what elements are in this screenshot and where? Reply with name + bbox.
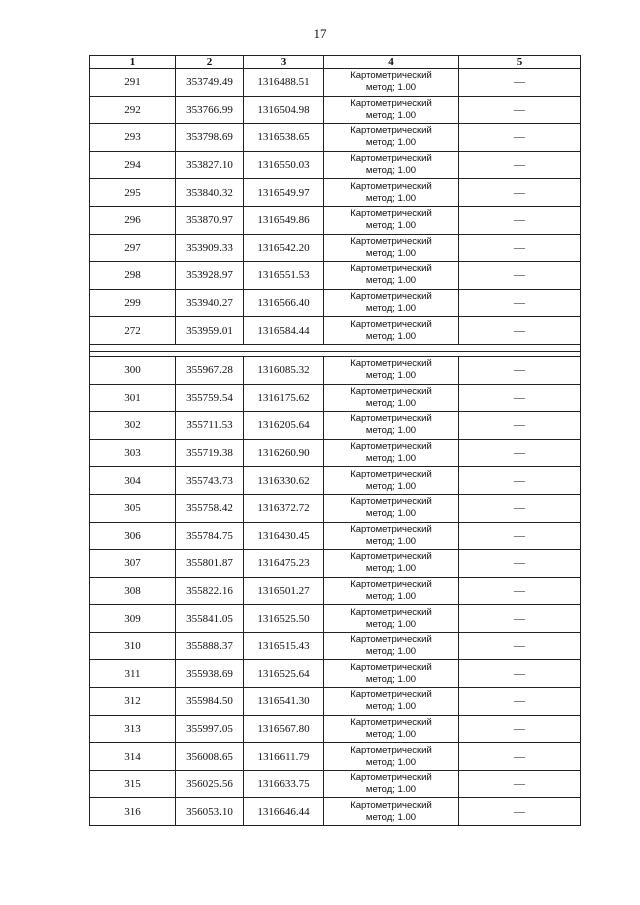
x-coordinate-cell: 356008.65 — [176, 743, 244, 771]
x-coordinate-cell: 355759.54 — [176, 384, 244, 412]
table-row — [90, 550, 581, 578]
method-name: Картометрический — [350, 263, 432, 275]
x-coordinate-cell: 355711.53 — [176, 412, 244, 440]
method-name: Картометрический — [350, 578, 432, 590]
table-body-block-1 — [90, 69, 581, 345]
description-cell: — — [459, 467, 581, 495]
method-name: Картометрический — [350, 606, 432, 618]
table-row — [90, 522, 581, 550]
x-coordinate-cell: 353766.99 — [176, 96, 244, 124]
description-cell: — — [459, 688, 581, 716]
method-name: Картометрический — [350, 97, 432, 109]
point-number-cell: 294 — [90, 151, 176, 179]
point-number-cell: 293 — [90, 124, 176, 152]
method-accuracy: метод; 1.00 — [365, 535, 417, 547]
method-cell — [324, 412, 459, 440]
y-coordinate-cell: 1316611.79 — [244, 743, 324, 771]
method-cell — [324, 234, 459, 262]
y-coordinate-cell: 1316550.03 — [244, 151, 324, 179]
x-coordinate-cell: 356025.56 — [176, 770, 244, 798]
description-cell: — — [459, 384, 581, 412]
method-accuracy: метод; 1.00 — [365, 82, 417, 94]
method-accuracy: метод; 1.00 — [365, 563, 417, 575]
method-cell — [324, 384, 459, 412]
method-accuracy: метод; 1.00 — [365, 275, 417, 287]
y-coordinate-cell: 1316515.43 — [244, 632, 324, 660]
method-cell — [324, 151, 459, 179]
method-accuracy: метод; 1.00 — [365, 137, 417, 149]
y-coordinate-cell: 1316205.64 — [244, 412, 324, 440]
table-row — [90, 69, 581, 97]
method-name: Картометрический — [350, 70, 432, 82]
method-cell — [324, 605, 459, 633]
table-row — [90, 688, 581, 716]
method-name: Картометрический — [350, 125, 432, 137]
method-name: Картометрический — [350, 772, 432, 784]
y-coordinate-cell: 1316501.27 — [244, 577, 324, 605]
table-row — [90, 770, 581, 798]
method-name: Картометрический — [350, 208, 432, 220]
y-coordinate-cell: 1316566.40 — [244, 289, 324, 317]
x-coordinate-cell: 356053.10 — [176, 798, 244, 826]
y-coordinate-cell: 1316372.72 — [244, 494, 324, 522]
x-coordinate-cell: 353840.32 — [176, 179, 244, 207]
description-cell: — — [459, 494, 581, 522]
method-accuracy: метод; 1.00 — [365, 784, 417, 796]
description-cell: — — [459, 317, 581, 345]
column-header-3: 3 — [244, 56, 324, 69]
y-coordinate-cell: 1316475.23 — [244, 550, 324, 578]
method-cell — [324, 124, 459, 152]
method-name: Картометрический — [350, 523, 432, 535]
x-coordinate-cell: 353909.33 — [176, 234, 244, 262]
method-name: Картометрический — [350, 496, 432, 508]
description-cell: — — [459, 605, 581, 633]
y-coordinate-cell: 1316330.62 — [244, 467, 324, 495]
method-accuracy: метод; 1.00 — [365, 453, 417, 465]
method-accuracy: метод; 1.00 — [365, 192, 417, 204]
x-coordinate-cell: 353928.97 — [176, 262, 244, 290]
method-name: Картометрический — [350, 634, 432, 646]
point-number-cell: 311 — [90, 660, 176, 688]
x-coordinate-cell: 355822.16 — [176, 577, 244, 605]
x-coordinate-cell: 355784.75 — [176, 522, 244, 550]
method-cell — [324, 743, 459, 771]
point-number-cell: 313 — [90, 715, 176, 743]
method-name: Картометрический — [350, 468, 432, 480]
method-cell — [324, 96, 459, 124]
y-coordinate-cell: 1316633.75 — [244, 770, 324, 798]
description-cell: — — [459, 96, 581, 124]
y-coordinate-cell: 1316430.45 — [244, 522, 324, 550]
table-header — [90, 56, 581, 69]
table-row — [90, 743, 581, 771]
method-accuracy: метод; 1.00 — [365, 673, 417, 685]
y-coordinate-cell: 1316085.32 — [244, 356, 324, 384]
table-row — [90, 494, 581, 522]
table-row — [90, 262, 581, 290]
table-row — [90, 234, 581, 262]
column-header-2: 2 — [176, 56, 244, 69]
x-coordinate-cell: 353827.10 — [176, 151, 244, 179]
y-coordinate-cell: 1316584.44 — [244, 317, 324, 345]
y-coordinate-cell: 1316646.44 — [244, 798, 324, 826]
point-number-cell: 309 — [90, 605, 176, 633]
x-coordinate-cell: 355938.69 — [176, 660, 244, 688]
description-cell: — — [459, 660, 581, 688]
y-coordinate-cell: 1316504.98 — [244, 96, 324, 124]
method-cell — [324, 317, 459, 345]
point-number-cell: 299 — [90, 289, 176, 317]
page-number: 17 — [313, 26, 327, 41]
method-name: Картометрический — [350, 441, 432, 453]
x-coordinate-cell: 355888.37 — [176, 632, 244, 660]
method-cell — [324, 798, 459, 826]
method-accuracy: метод; 1.00 — [365, 397, 417, 409]
method-accuracy: метод; 1.00 — [365, 109, 417, 121]
method-cell — [324, 522, 459, 550]
description-cell: — — [459, 522, 581, 550]
table-row — [90, 317, 581, 345]
table-row — [90, 206, 581, 234]
point-number-cell: 304 — [90, 467, 176, 495]
method-cell — [324, 660, 459, 688]
description-cell: — — [459, 234, 581, 262]
point-number-cell: 308 — [90, 577, 176, 605]
description-cell: — — [459, 577, 581, 605]
method-accuracy: метод; 1.00 — [365, 220, 417, 232]
method-name: Картометрический — [350, 689, 432, 701]
y-coordinate-cell: 1316175.62 — [244, 384, 324, 412]
x-coordinate-cell: 355743.73 — [176, 467, 244, 495]
table-row — [90, 384, 581, 412]
method-cell — [324, 206, 459, 234]
table-row — [90, 356, 581, 384]
method-name: Картометрический — [350, 235, 432, 247]
description-cell: — — [459, 632, 581, 660]
description-cell: — — [459, 124, 581, 152]
description-cell: — — [459, 289, 581, 317]
method-accuracy: метод; 1.00 — [365, 303, 417, 315]
method-accuracy: метод; 1.00 — [365, 480, 417, 492]
method-accuracy: метод; 1.00 — [365, 590, 417, 602]
method-accuracy: метод; 1.00 — [365, 646, 417, 658]
method-accuracy: метод; 1.00 — [365, 370, 417, 382]
description-cell: — — [459, 439, 581, 467]
separator-cell — [90, 344, 581, 351]
method-name: Картометрический — [350, 153, 432, 165]
column-header-4: 4 — [324, 56, 459, 69]
description-cell: — — [459, 151, 581, 179]
method-name: Картометрический — [350, 358, 432, 370]
description-cell: — — [459, 743, 581, 771]
y-coordinate-cell: 1316488.51 — [244, 69, 324, 97]
table-row — [90, 179, 581, 207]
point-number-cell: 315 — [90, 770, 176, 798]
method-cell — [324, 577, 459, 605]
point-number-cell: 306 — [90, 522, 176, 550]
y-coordinate-cell: 1316541.30 — [244, 688, 324, 716]
method-cell — [324, 356, 459, 384]
method-cell — [324, 289, 459, 317]
method-cell — [324, 688, 459, 716]
method-accuracy: метод; 1.00 — [365, 425, 417, 437]
method-accuracy: метод; 1.00 — [365, 165, 417, 177]
method-accuracy: метод; 1.00 — [365, 618, 417, 630]
table-row — [90, 660, 581, 688]
x-coordinate-cell: 353798.69 — [176, 124, 244, 152]
description-cell: — — [459, 798, 581, 826]
description-cell: — — [459, 770, 581, 798]
x-coordinate-cell: 355984.50 — [176, 688, 244, 716]
y-coordinate-cell: 1316260.90 — [244, 439, 324, 467]
y-coordinate-cell: 1316549.97 — [244, 179, 324, 207]
column-header-5: 5 — [459, 56, 581, 69]
table-body-block-2 — [90, 356, 581, 825]
y-coordinate-cell: 1316538.65 — [244, 124, 324, 152]
description-cell: — — [459, 715, 581, 743]
point-number-cell: 291 — [90, 69, 176, 97]
method-cell — [324, 467, 459, 495]
x-coordinate-cell: 353940.27 — [176, 289, 244, 317]
description-cell: — — [459, 262, 581, 290]
method-cell — [324, 439, 459, 467]
method-accuracy: метод; 1.00 — [365, 508, 417, 520]
table-row — [90, 605, 581, 633]
point-number-cell: 312 — [90, 688, 176, 716]
separator-row — [90, 344, 581, 351]
block-separator — [90, 344, 581, 356]
method-cell — [324, 770, 459, 798]
table-row — [90, 151, 581, 179]
x-coordinate-cell: 355841.05 — [176, 605, 244, 633]
header-row — [90, 56, 581, 69]
method-name: Картометрический — [350, 551, 432, 563]
point-number-cell: 302 — [90, 412, 176, 440]
table-row — [90, 798, 581, 826]
table-row — [90, 632, 581, 660]
x-coordinate-cell: 355967.28 — [176, 356, 244, 384]
point-number-cell: 314 — [90, 743, 176, 771]
method-cell — [324, 69, 459, 97]
method-name: Картометрический — [350, 291, 432, 303]
table-row — [90, 96, 581, 124]
x-coordinate-cell: 353749.49 — [176, 69, 244, 97]
coordinates-table — [89, 55, 581, 826]
method-accuracy: метод; 1.00 — [365, 247, 417, 259]
x-coordinate-cell: 355758.42 — [176, 494, 244, 522]
method-name: Картометрический — [350, 385, 432, 397]
description-cell: — — [459, 179, 581, 207]
description-cell: — — [459, 356, 581, 384]
table-row — [90, 289, 581, 317]
y-coordinate-cell: 1316549.86 — [244, 206, 324, 234]
description-cell: — — [459, 69, 581, 97]
y-coordinate-cell: 1316551.53 — [244, 262, 324, 290]
method-cell — [324, 494, 459, 522]
x-coordinate-cell: 355801.87 — [176, 550, 244, 578]
point-number-cell: 295 — [90, 179, 176, 207]
method-accuracy: метод; 1.00 — [365, 728, 417, 740]
x-coordinate-cell: 355997.05 — [176, 715, 244, 743]
method-cell — [324, 550, 459, 578]
y-coordinate-cell: 1316567.80 — [244, 715, 324, 743]
method-name: Картометрический — [350, 661, 432, 673]
method-name: Картометрический — [350, 744, 432, 756]
x-coordinate-cell: 353959.01 — [176, 317, 244, 345]
method-cell — [324, 715, 459, 743]
point-number-cell: 297 — [90, 234, 176, 262]
description-cell: — — [459, 412, 581, 440]
table-row — [90, 577, 581, 605]
point-number-cell: 316 — [90, 798, 176, 826]
description-cell: — — [459, 206, 581, 234]
method-name: Картометрический — [350, 180, 432, 192]
table-row — [90, 715, 581, 743]
method-cell — [324, 262, 459, 290]
point-number-cell: 310 — [90, 632, 176, 660]
point-number-cell: 307 — [90, 550, 176, 578]
description-cell: — — [459, 550, 581, 578]
y-coordinate-cell: 1316542.20 — [244, 234, 324, 262]
y-coordinate-cell: 1316525.64 — [244, 660, 324, 688]
method-cell — [324, 179, 459, 207]
method-name: Картометрический — [350, 413, 432, 425]
method-name: Картометрический — [350, 716, 432, 728]
y-coordinate-cell: 1316525.50 — [244, 605, 324, 633]
method-name: Картометрический — [350, 799, 432, 811]
table-row — [90, 124, 581, 152]
point-number-cell: 292 — [90, 96, 176, 124]
point-number-cell: 301 — [90, 384, 176, 412]
column-header-1: 1 — [90, 56, 176, 69]
method-accuracy: метод; 1.00 — [365, 330, 417, 342]
point-number-cell: 272 — [90, 317, 176, 345]
method-accuracy: метод; 1.00 — [365, 701, 417, 713]
point-number-cell: 305 — [90, 494, 176, 522]
method-name: Картометрический — [350, 318, 432, 330]
x-coordinate-cell: 353870.97 — [176, 206, 244, 234]
table-row — [90, 439, 581, 467]
point-number-cell: 296 — [90, 206, 176, 234]
table-row — [90, 467, 581, 495]
method-cell — [324, 632, 459, 660]
table-row — [90, 412, 581, 440]
method-accuracy: метод; 1.00 — [365, 811, 417, 823]
point-number-cell: 303 — [90, 439, 176, 467]
method-accuracy: метод; 1.00 — [365, 756, 417, 768]
x-coordinate-cell: 355719.38 — [176, 439, 244, 467]
point-number-cell: 300 — [90, 356, 176, 384]
point-number-cell: 298 — [90, 262, 176, 290]
